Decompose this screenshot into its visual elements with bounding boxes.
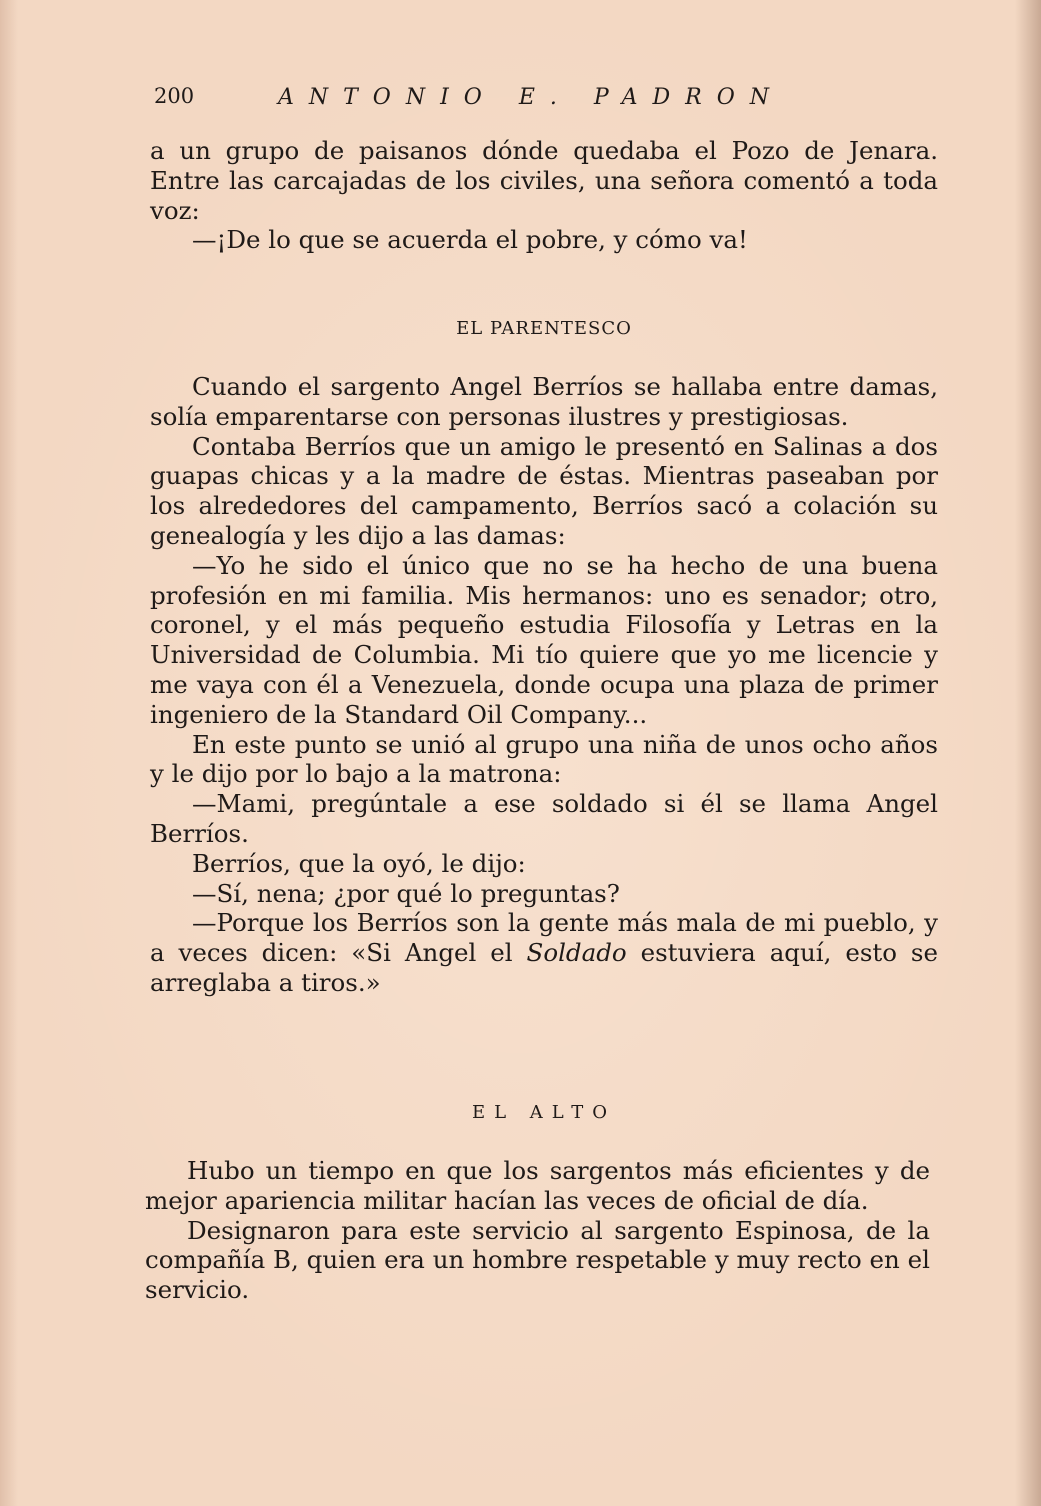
text-run: estuviera aquí, esto se arreglaba a tiros.» <box>150 938 938 997</box>
paragraph: Hubo un tiempo en que los sargentos más eficientes y de mejor apariencia militar hacían las veces de oficial de día. <box>145 1156 930 1215</box>
running-title: ANTONIO E. PADRON <box>278 85 785 110</box>
paragraph: —Mami, pregúntale a ese soldado si él se llama Angel Berríos. <box>150 789 938 848</box>
running-header <box>154 84 854 114</box>
paragraph: Designaron para este servicio al sargento Espinosa, de la compañía B, quien era un hombre respetable y muy recto en el servicio. <box>145 1215 930 1305</box>
paragraph: —Yo he sido el único que no se ha hecho de una buena profesión en mi familia. Mis hermanos: uno es senador; otro, coronel, y el más pequeño estudia Filosofía y Letras en la Universidad de Columbia. Mi tío quiere que yo me licencie y me vaya con él a Venezuela, donde ocupa una plaza de primer ingeniero de la Standard Oil Company... <box>150 550 938 729</box>
section-body-el-parentesco <box>150 372 938 998</box>
paragraph: Contaba Berríos que un amigo le presentó en Salinas a dos guapas chicas y a la madre de éstas. Mientras paseaban por los alrededores del campamento, Berríos sacó a colación su genealogía y les dijo a las damas: <box>150 431 938 550</box>
page-number: 200 <box>154 84 195 108</box>
paragraph: —¡De lo que se acuerda el pobre, y cómo va! <box>192 225 748 255</box>
section-body-el-alto <box>145 1156 930 1305</box>
paragraph: —Sí, nena; ¿por qué lo preguntas? <box>192 878 620 908</box>
continued-text-block <box>150 136 938 255</box>
text-run: —Porque los Berríos son la gente más mala de mi pueblo, y a veces dicen: «Si Angel el <box>150 908 938 968</box>
paragraph: En este punto se unió al grupo una niña de unos ocho años y le dijo por lo bajo a la matrona: <box>150 729 938 789</box>
paragraph: a un grupo de paisanos dónde quedaba el Pozo de Jenara. Entre las carcajadas de los civiles, una señora comentó a toda voz: <box>150 136 938 225</box>
paragraph <box>150 908 938 997</box>
section-heading-el-parentesco: EL PARENTESCO <box>456 318 632 339</box>
paragraph: Cuando el sargento Angel Berríos se hallaba entre damas, solía emparentarse con personas ilustres y prestigiosas. <box>150 372 938 431</box>
section-heading-el-alto: EL ALTO <box>471 1102 617 1123</box>
paragraph: Berríos, que la oyó, le dijo: <box>192 848 526 878</box>
italic-text: Soldado <box>526 938 627 968</box>
